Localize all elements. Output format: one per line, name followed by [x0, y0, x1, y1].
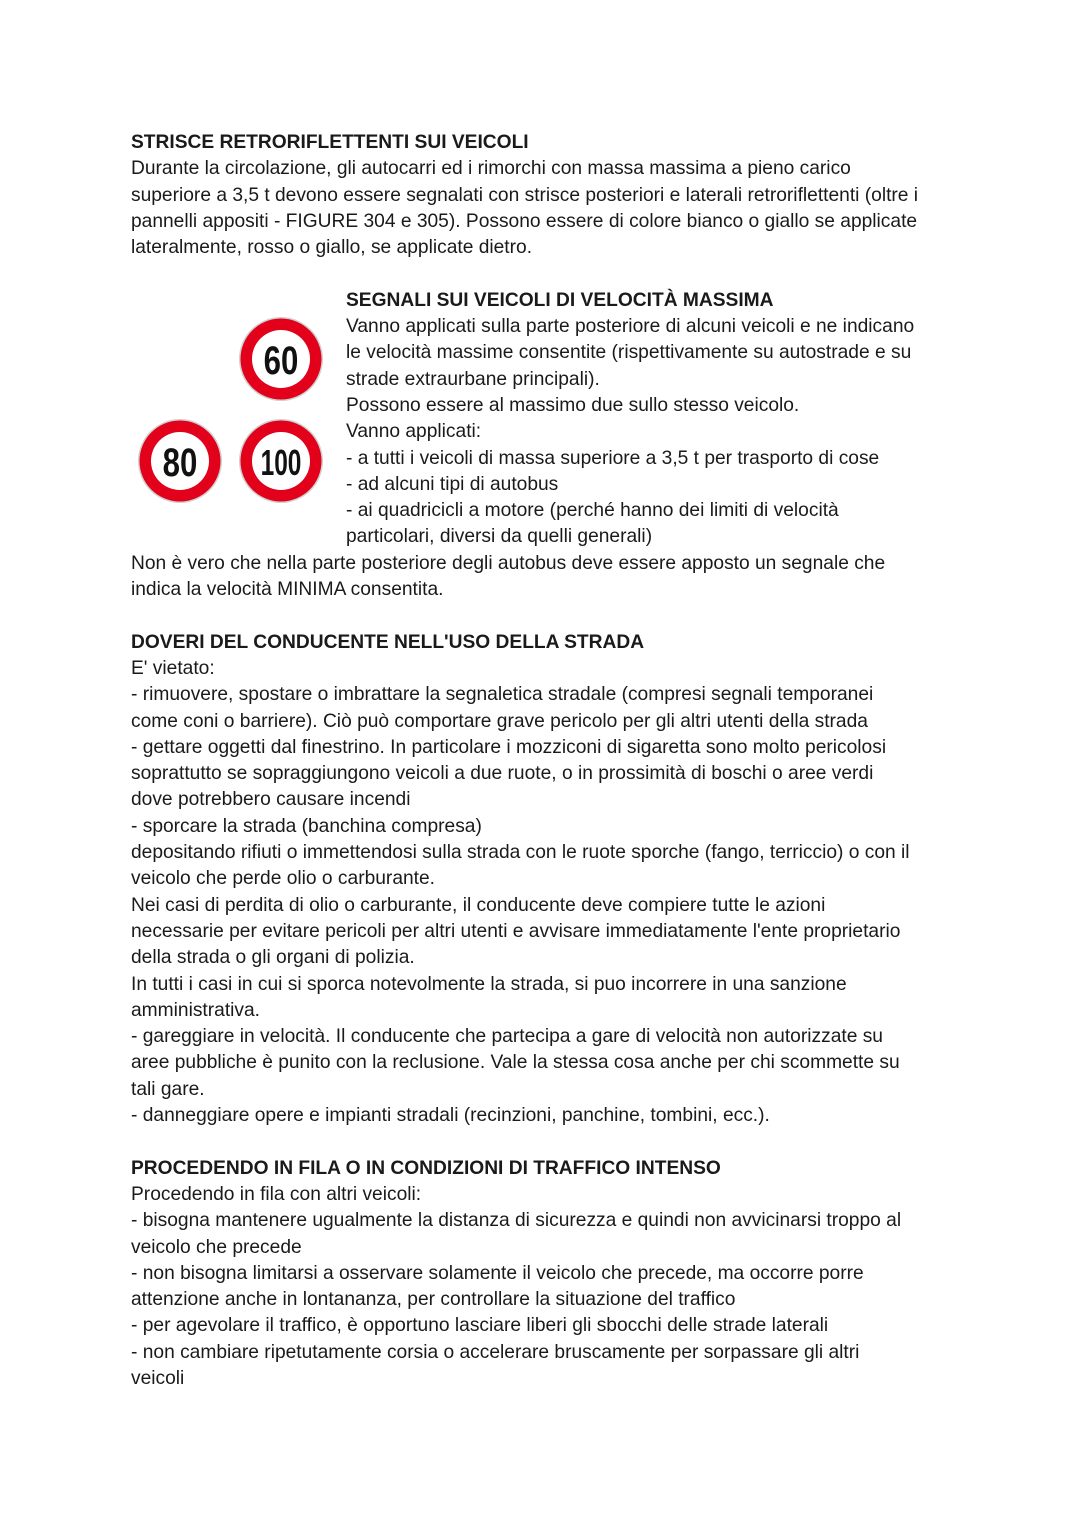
- text-line: necessarie per evitare pericoli per altri utenti e avvisare immediatamente l'ente proprietario: [131, 920, 901, 942]
- text-line: In tutti i casi in cui si sporca notevolmente la strada, si puo incorrere in una sanzione: [131, 973, 847, 995]
- text-line: Procedendo in fila con altri veicoli:: [131, 1183, 422, 1205]
- text-line: Durante la circolazione, gli autocarri ed i rimorchi con massa massima a pieno carico: [131, 158, 851, 180]
- text-line: indica la velocità MINIMA consentita.: [131, 579, 444, 601]
- text-line: lateralmente, rosso o giallo, se applicate dietro.: [131, 237, 533, 259]
- text-line: veicolo che precede: [131, 1236, 302, 1258]
- section-heading: DOVERI DEL CONDUCENTE NELL'USO DELLA STRADA: [131, 631, 645, 653]
- text-line: strade extraurbane principali).: [346, 368, 600, 390]
- text-line: - gettare oggetti dal finestrino. In particolare i mozziconi di sigaretta sono molto pericolosi: [131, 736, 887, 758]
- text-line: superiore a 3,5 t devono essere segnalati con strisce posteriori e laterali retroriflettenti (oltre i: [131, 184, 919, 206]
- text-line: - ad alcuni tipi di autobus: [346, 473, 559, 495]
- text-line: pannelli appositi - FIGURE 304 e 305). Possono essere di colore bianco o giallo se applicate: [131, 210, 918, 232]
- text-line: - per agevolare il traffico, è opportuno lasciare liberi gli sbocchi delle strade laterali: [131, 1315, 829, 1337]
- section-heading: STRISCE RETRORIFLETTENTI SUI VEICOLI: [131, 132, 529, 153]
- text-line: amministrativa.: [131, 999, 261, 1021]
- text-line: veicolo che perde olio o carburante.: [131, 868, 435, 890]
- speed-limit-60-sign: [238, 316, 324, 402]
- text-line: Nei casi di perdita di olio o carburante, il conducente deve compiere tutte le azioni: [131, 894, 826, 916]
- text-line: tali gare.: [131, 1078, 205, 1100]
- section-fila: [131, 1156, 961, 1393]
- speed-limit-80-sign: [137, 418, 223, 504]
- section-segnali: [131, 288, 961, 604]
- speed-signs-block: [131, 288, 961, 551]
- sign-value: 60: [263, 338, 299, 383]
- sign-value: 100: [260, 442, 302, 483]
- text-line: particolari, diversi da quelli generali): [346, 526, 653, 548]
- text-line: come coni o barriere). Ciò può comportare grave pericolo per gli altri utenti della strada: [131, 710, 868, 732]
- text-line: Possono essere al massimo due sullo stesso veicolo.: [346, 394, 800, 416]
- document-content: [131, 130, 961, 1419]
- section-heading: PROCEDENDO IN FILA O IN CONDIZIONI DI TRAFFICO INTENSO: [131, 1157, 721, 1179]
- text-line: - non cambiare ripetutamente corsia o accelerare bruscamente per sorpassare gli altri: [131, 1341, 860, 1363]
- text-line: depositando rifiuti o immettendosi sulla strada con le ruote sporche (fango, terriccio) o con il: [131, 842, 910, 864]
- section-doveri: [131, 630, 961, 1130]
- text-line: - rimuovere, spostare o imbrattare la segnaletica stradale (compresi segnali temporanei: [131, 684, 874, 706]
- text-line: - a tutti i veicoli di massa superiore a 3,5 t per trasporto di cose: [346, 447, 880, 469]
- text-line: - non bisogna limitarsi a osservare solamente il veicolo che precede, ma occorre porre: [131, 1262, 864, 1284]
- text-line: E' vietato:: [131, 657, 215, 679]
- sign-value: 80: [162, 440, 198, 485]
- section-heading: SEGNALI SUI VEICOLI DI VELOCITÀ MASSIMA: [346, 289, 774, 311]
- section-strisce: [131, 130, 961, 261]
- text-line: Vanno applicati:: [346, 421, 482, 443]
- text-line: Vanno applicati sulla parte posteriore di alcuni veicoli e ne indicano: [346, 316, 915, 338]
- text-line: le velocità massime consentite (rispettivamente su autostrade e su: [346, 342, 912, 364]
- text-line: - danneggiare opere e impianti stradali (recinzioni, panchine, tombini, ecc.).: [131, 1105, 770, 1127]
- text-line: - ai quadricicli a motore (perché hanno dei limiti di velocità: [346, 500, 839, 522]
- text-line: aree pubbliche è punito con la reclusione. Vale la stessa cosa anche per chi scommette su: [131, 1052, 900, 1074]
- text-line: Non è vero che nella parte posteriore degli autobus deve essere apposto un segnale che: [131, 552, 886, 574]
- text-line: soprattutto se sopraggiungono veicoli a due ruote, o in prossimità di boschi o aree verdi: [131, 763, 874, 785]
- text-line: - gareggiare in velocità. Il conducente che partecipa a gare di velocità non autorizzate su: [131, 1026, 883, 1048]
- text-line: veicoli: [131, 1367, 185, 1389]
- text-line: - sporcare la strada (banchina compresa): [131, 815, 482, 837]
- speed-limit-100-sign: [238, 418, 324, 504]
- text-line: della strada o gli organi di polizia.: [131, 947, 415, 969]
- speed-signs-text: [346, 288, 966, 551]
- text-line: - bisogna mantenere ugualmente la distanza di sicurezza e quindi non avvicinarsi troppo al: [131, 1210, 902, 1232]
- text-line: dove potrebbero causare incendi: [131, 789, 411, 811]
- text-line: attenzione anche in lontananza, per controllare la situazione del traffico: [131, 1289, 736, 1311]
